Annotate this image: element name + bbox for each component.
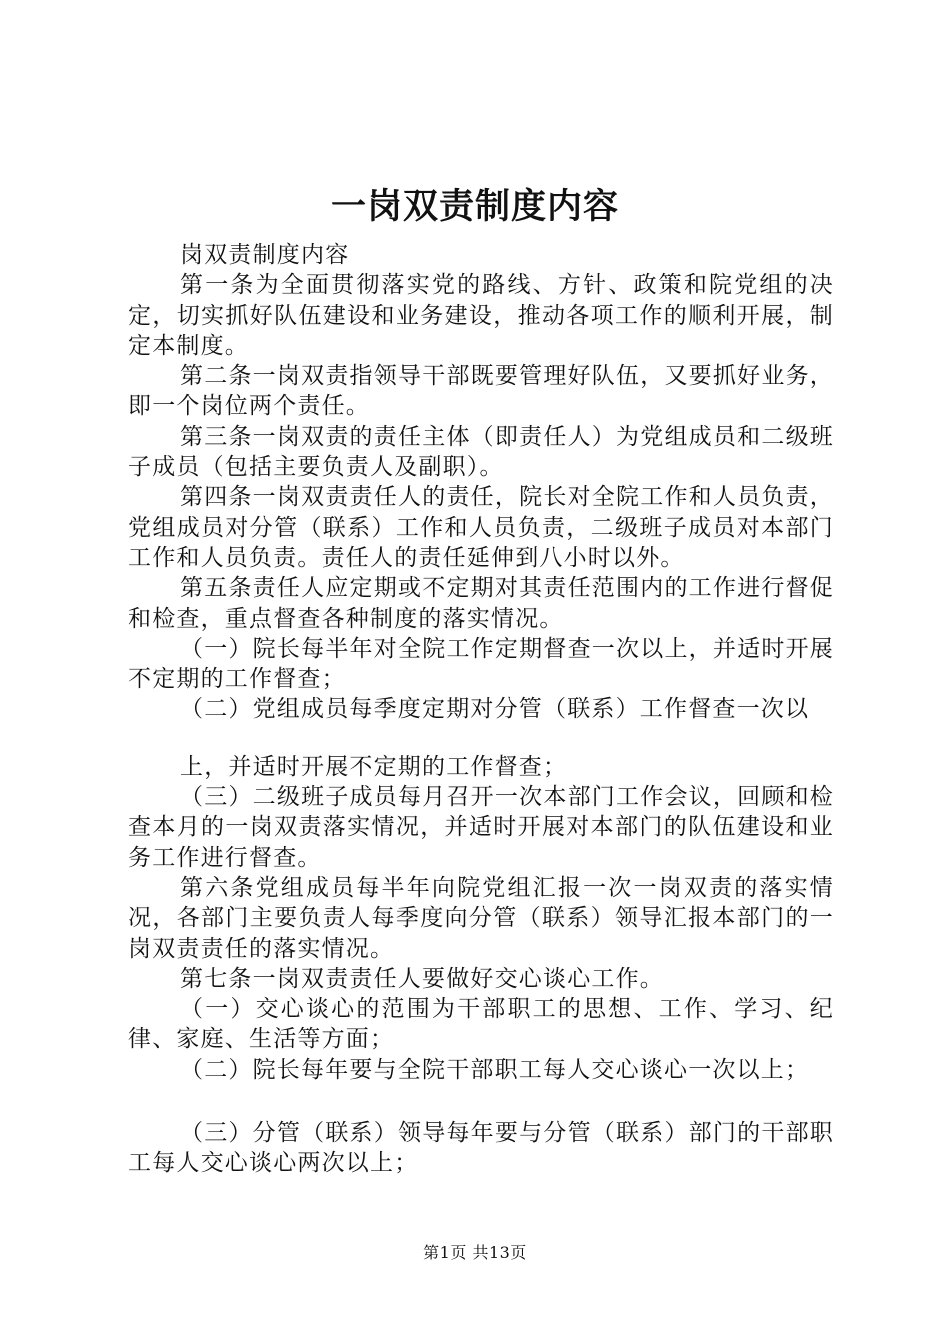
paragraph-article-4: 第四条一岗双责责任人的责任，院长对全院工作和人员负责，党组成员对分管（联系）工作和人员负责，二级班子成员对本部门工作和人员负责。责任人的责任延伸到八小时以外。 <box>128 484 834 571</box>
paragraph-article-7-item-1: （一）交心谈心的范围为干部职工的思想、工作、学习、纪律、家庭、生活等方面； <box>128 996 834 1053</box>
paragraph-article-5-item-1: （一）院长每半年对全院工作定期督查一次以上，并适时开展不定期的工作督查； <box>128 635 834 693</box>
paragraph-article-6: 第六条党组成员每半年向院党组汇报一次一岗双责的落实情况，各部门主要负责人每季度向分管（联系）领导汇报本部门的一岗双责责任的落实情况。 <box>128 874 834 962</box>
document-title: 一岗双责制度内容 <box>330 186 619 227</box>
paragraph-subtitle: 岗双责制度内容 <box>180 242 350 268</box>
paragraph-article-7-item-2: （二）院长每年要与全院干部职工每人交心谈心一次以上； <box>180 1056 810 1083</box>
paragraph-article-7-item-3: （三）分管（联系）领导每年要与分管（联系）部门的干部职工每人交心谈心两次以上； <box>128 1120 834 1177</box>
paragraph-article-1: 第一条为全面贯彻落实党的路线、方针、政策和院党组的决定，切实抓好队伍建设和业务建设，推动各项工作的顺利开展，制定本制度。 <box>128 272 834 359</box>
paragraph-article-3: 第三条一岗双责的责任主体（即责任人）为党组成员和二级班子成员（包括主要负责人及副职）。 <box>128 423 834 481</box>
paragraph-article-2: 第二条一岗双责指领导干部既要管理好队伍，又要抓好业务，即一个岗位两个责任。 <box>128 363 834 420</box>
document-body <box>128 240 834 1179</box>
paragraph-article-5: 第五条责任人应定期或不定期对其责任范围内的工作进行督促和检查，重点督查各种制度的落实情况。 <box>128 575 834 632</box>
paragraph-article-5-item-2: （二）党组成员每季度定期对分管（联系）工作督查一次以 <box>180 696 810 723</box>
paragraph-article-7: 第七条一岗双责责任人要做好交心谈心工作。 <box>180 965 664 992</box>
page-number-footer: 第1页 共13页 <box>423 1243 527 1262</box>
paragraph-article-5-item-2-cont: 上，并适时开展不定期的工作督查； <box>180 753 568 780</box>
paragraph-article-5-item-3: （三）二级班子成员每月召开一次本部门工作会议，回顾和检查本月的一岗双责落实情况，并适时开展对本部门的队伍建设和业务工作进行督查。 <box>128 784 834 871</box>
